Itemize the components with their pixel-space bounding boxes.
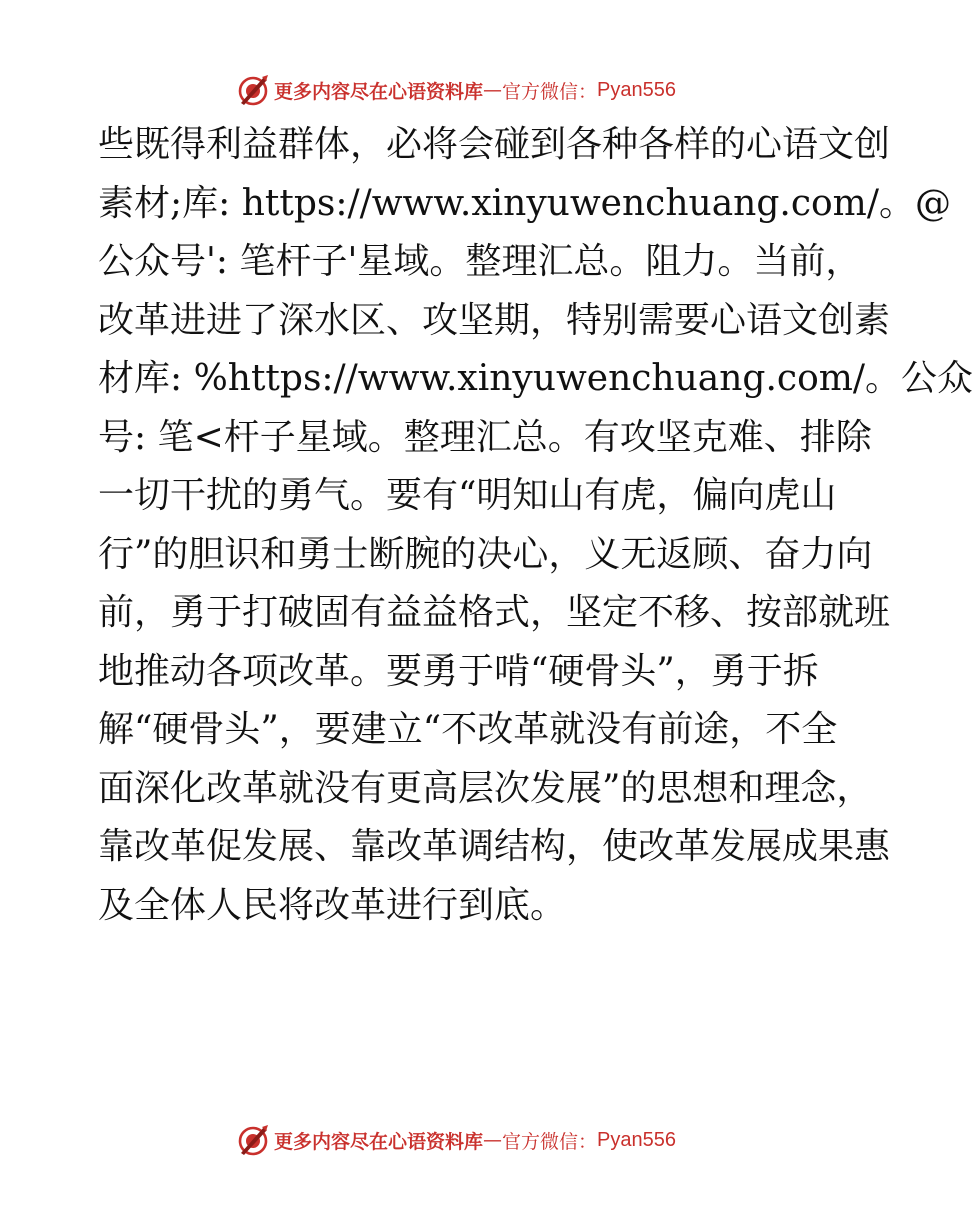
- banner-title: 更多内容尽在心语资料库: [274, 1130, 484, 1153]
- body-line: 及全体人民将改革进行到底。: [98, 884, 567, 926]
- header-banner: [236, 72, 676, 108]
- banner-wechat-id: Pyan556: [597, 78, 676, 101]
- banner-dash: —: [483, 1129, 503, 1151]
- banner-dash: —: [483, 79, 503, 101]
- banner-wechat-label: 官方微信：: [502, 1130, 598, 1153]
- body-line: 面深化改革就没有更高层次发展”的思想和理念，: [98, 767, 873, 809]
- quill-pen-seal-icon: [236, 1123, 270, 1157]
- body-line: 公众号': 笔杆子'星域。整理汇总。阻力。当前，: [98, 241, 862, 282]
- body-line: 靠改革促发展、靠改革调结构，使改革发展成果惠: [98, 826, 891, 867]
- body-line: 一切干扰的勇气。要有“明知山有虎，偏向虎山: [98, 475, 837, 516]
- quill-pen-seal-icon: [236, 73, 270, 107]
- banner-wechat-label: 官方微信：: [502, 80, 598, 103]
- body-line: 些既得利益群体，必将会碰到各种各样的心语文创: [98, 124, 891, 165]
- body-line: 前，勇于打破固有益益格式，坚定不移、按部就班: [98, 592, 891, 633]
- body-line: 号: 笔<杆子星域。整理汇总。有攻坚克难、排除: [98, 416, 872, 458]
- body-text: [98, 116, 973, 935]
- banner-title: 更多内容尽在心语资料库: [274, 80, 484, 103]
- body-line: 行”的胆识和勇士断腕的决心，义无返顾、奋力向: [98, 533, 873, 575]
- body-line: 材库: %https://www.xinyuwenchuang.com/。公众: [98, 358, 973, 399]
- footer-banner: [236, 1122, 676, 1158]
- body-line: 解“硬骨头”，要建立“不改革就没有前途，不全: [98, 709, 838, 750]
- body-line: 改革进进了深水区、攻坚期，特别需要心语文创素: [98, 299, 891, 341]
- body-line: 地推动各项改革。要勇于啃“硬骨头”，勇于拆: [98, 650, 819, 692]
- body-line: 素材;库: https://www.xinyuwenchuang.com/。@: [98, 182, 951, 224]
- banner-wechat-id: Pyan556: [597, 1128, 676, 1151]
